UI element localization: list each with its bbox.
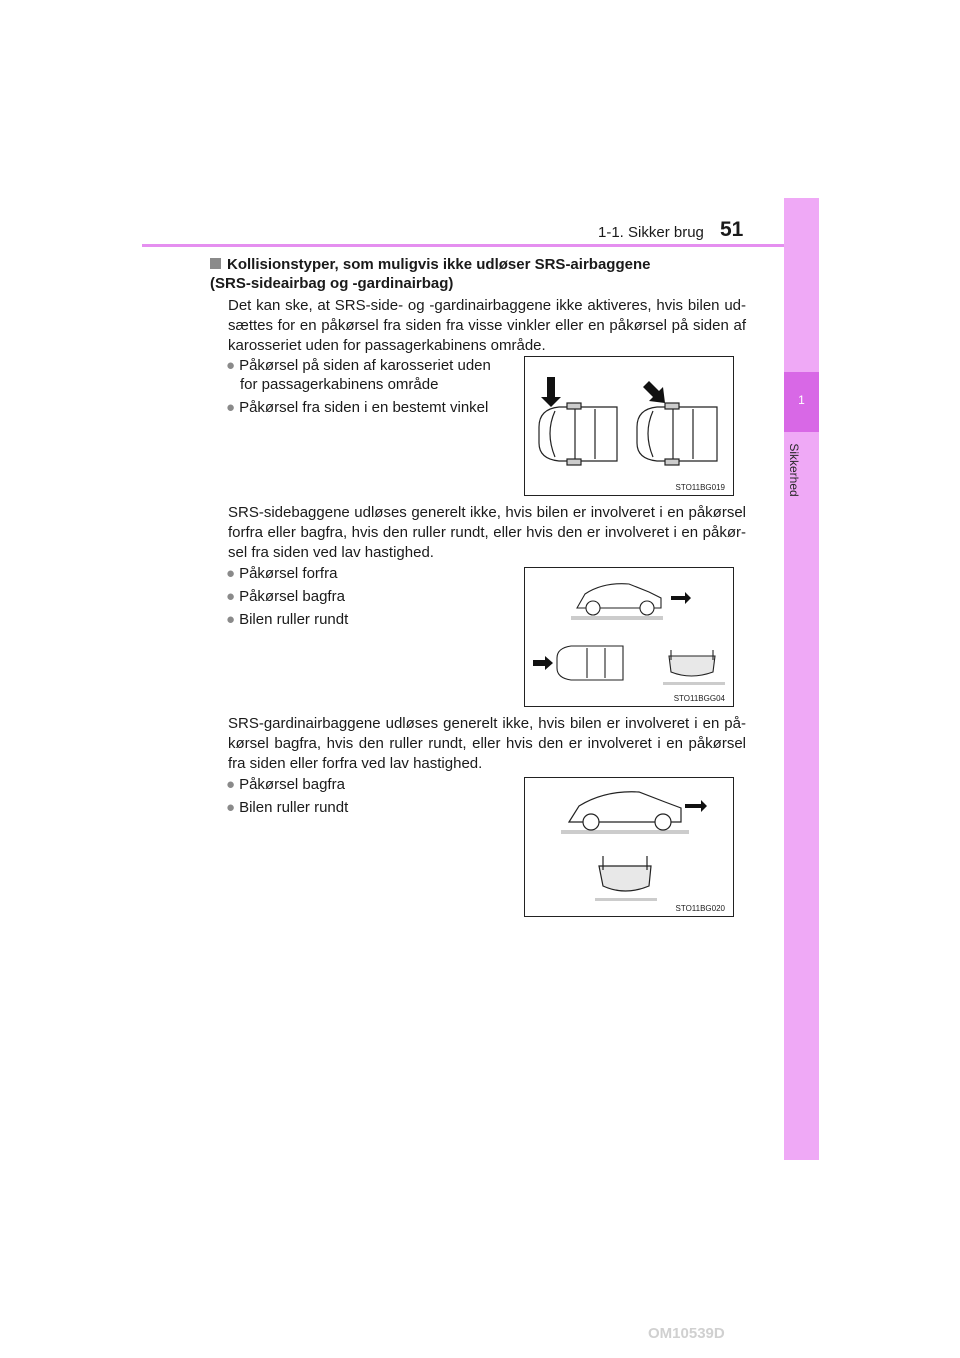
running-head: 1-1. Sikker brug bbox=[598, 224, 704, 241]
bullet-dot-icon: ● bbox=[226, 399, 236, 416]
watermark-text: OM10539D bbox=[648, 1325, 725, 1342]
front-rear-rollover-illustration bbox=[525, 568, 733, 706]
bullet-dot-icon: ● bbox=[226, 588, 236, 605]
figure-rear-rollover bbox=[524, 777, 734, 917]
bullet-item: ● Påkørsel forfra bbox=[226, 565, 338, 582]
figure-code: STO11BG019 bbox=[675, 483, 725, 492]
side-impact-illustration bbox=[525, 357, 733, 495]
bullet-item: ● Bilen ruller rundt bbox=[226, 611, 349, 628]
chapter-number: 1 bbox=[798, 393, 805, 407]
bullet-dot-icon: ● bbox=[226, 357, 236, 374]
figure-code: STO11BG020 bbox=[675, 904, 725, 913]
header-rule bbox=[142, 244, 790, 247]
page-number: 51 bbox=[720, 218, 744, 241]
square-bullet-icon bbox=[210, 258, 221, 269]
bullet-item: ● Påkørsel på siden af karosseriet uden for passagerkabinens område bbox=[226, 357, 491, 393]
impact-arrow-icon bbox=[685, 800, 707, 812]
impact-arrow-icon bbox=[643, 381, 665, 403]
bullet-dot-icon: ● bbox=[226, 799, 236, 816]
section-heading bbox=[210, 255, 750, 293]
section-title-line2: (SRS-sideairbag og -gardinairbag) bbox=[210, 275, 454, 292]
section-title-line1: Kollisionstyper, som muligvis ikke udløser SRS-airbaggene bbox=[227, 256, 651, 273]
impact-arrow-icon bbox=[541, 377, 561, 407]
bullet-dot-icon: ● bbox=[226, 565, 236, 582]
bullet-dot-icon: ● bbox=[226, 776, 236, 793]
bullet-item: ● Påkørsel bagfra bbox=[226, 776, 345, 793]
figure-code: STO11BGG04 bbox=[673, 694, 725, 703]
impact-arrow-icon bbox=[671, 592, 691, 604]
figure-side-impact bbox=[524, 356, 734, 496]
paragraph-curtain-airbags: SRS-gardinairbaggene udløses generelt ikke, hvis bilen er involveret i en på-kørsel bagfra, hvis den ruller rundt, eller hvis den er involveret i en påkørsel fra siden eller forfra ved lav hastighed. bbox=[228, 715, 746, 772]
figure-front-rear-rollover bbox=[524, 567, 734, 707]
rear-rollover-illustration bbox=[525, 778, 733, 916]
chapter-label: Sikkerhed bbox=[787, 443, 801, 497]
bullet-item: ● Påkørsel bagfra bbox=[226, 588, 345, 605]
chapter-side-strip bbox=[784, 198, 819, 1160]
paragraph-side-airbags: SRS-sidebaggene udløses generelt ikke, hvis bilen er involveret i en påkørsel forfra eller bagfra, hvis den ruller rundt, eller hvis den er involveret i en påkør-sel fra siden ved lav hastighed. bbox=[228, 504, 746, 561]
bullet-dot-icon: ● bbox=[226, 611, 236, 628]
bullet-item: ● Påkørsel fra siden i en bestemt vinkel bbox=[226, 399, 489, 416]
bullet-item: ● Bilen ruller rundt bbox=[226, 799, 349, 816]
impact-arrow-icon bbox=[533, 656, 553, 670]
section-intro: Det kan ske, at SRS-side- og -gardinairbaggene ikke aktiveres, hvis bilen ud-sættes for en påkørsel fra siden fra visse vinkler eller en påkørsel på siden af karosseriet uden for passagerkabinens område. bbox=[228, 297, 746, 354]
